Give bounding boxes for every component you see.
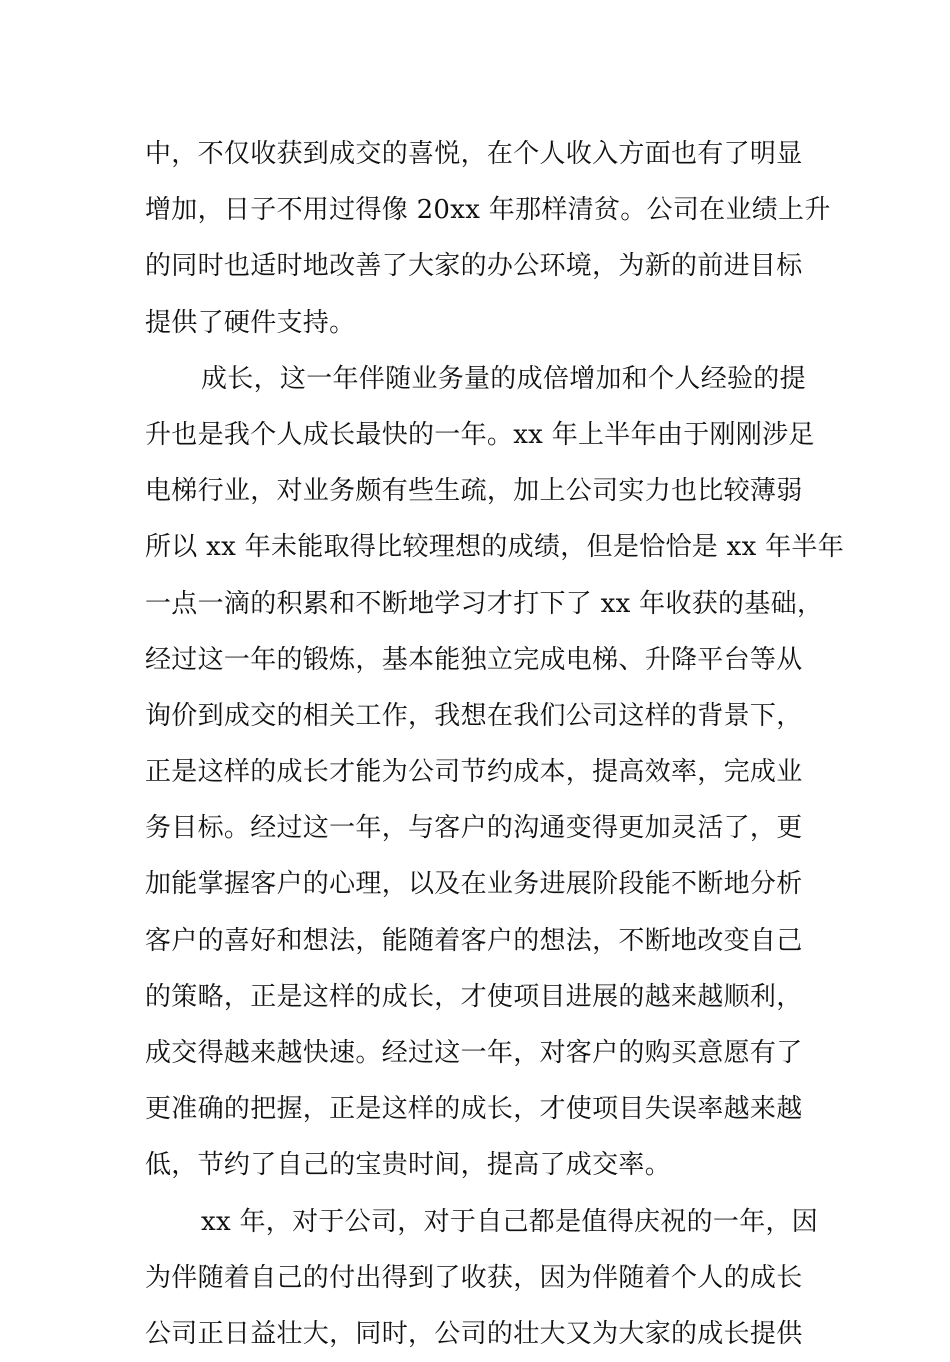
document-body — [145, 126, 845, 1362]
text-line: 客户的喜好和想法，能随着客户的想法，不断地改变自己 — [145, 925, 803, 956]
text-line: 经过这一年的锻炼，基本能独立完成电梯、升降平台等从 — [145, 644, 803, 675]
text-line-indented: 成长，这一年伴随业务量的成倍增加和个人经验的提 — [201, 363, 806, 394]
text-line: 成交得越来越快速。经过这一年，对客户的购买意愿有了 — [145, 1038, 803, 1068]
text-line: 的同时也适时地改善了大家的办公环境，为新的前进目标 — [145, 251, 803, 282]
text-line: 正是这样的成长才能为公司节约成本，提高效率，完成业 — [145, 757, 803, 788]
text-line: 一点一滴的积累和不断地学习才打下了 xx 年收获的基础， — [145, 588, 824, 619]
text-line: 电梯行业，对业务颇有些生疏，加上公司实力也比较薄弱 — [145, 476, 803, 507]
text-line: 增加，日子不用过得像 20xx 年那样清贫。公司在业绩上升 — [145, 195, 831, 226]
paragraph-1 — [145, 126, 831, 351]
text-line: 加能掌握客户的心理，以及在业务进展阶段能不断地分析 — [145, 869, 803, 900]
text-line: 所以 xx 年未能取得比较理想的成绩，但是恰恰是 xx 年半年 — [145, 532, 845, 563]
text-line-indented: xx 年，对于公司，对于自己都是值得庆祝的一年，因 — [201, 1206, 819, 1237]
text-line: 升也是我个人成长最快的一年。xx 年上半年由于刚刚涉足 — [145, 419, 815, 450]
text-line: 更准确的把握，正是这样的成长，才使项目失误率越来越 — [145, 1094, 803, 1125]
paragraph-2 — [145, 351, 845, 1194]
text-line: 务目标。经过这一年，与客户的沟通变得更加灵活了，更 — [145, 813, 803, 844]
text-line: 低，节约了自己的宝贵时间，提高了成交率。 — [145, 1150, 672, 1181]
text-line: 询价到成交的相关工作，我想在我们公司这样的背景下， — [145, 700, 803, 731]
text-line: 提供了硬件支持。 — [145, 307, 356, 338]
text-line: 的策略，正是这样的成长，才使项目进展的越来越顺利， — [145, 981, 803, 1012]
text-line: 中，不仅收获到成交的喜悦，在个人收入方面也有了明显 — [145, 139, 803, 169]
text-line: 公司正日益壮大，同时，公司的壮大又为大家的成长提供 — [145, 1318, 803, 1349]
paragraph-3 — [145, 1194, 819, 1362]
text-line: 为伴随着自己的付出得到了收获，因为伴随着个人的成长 — [145, 1262, 803, 1293]
